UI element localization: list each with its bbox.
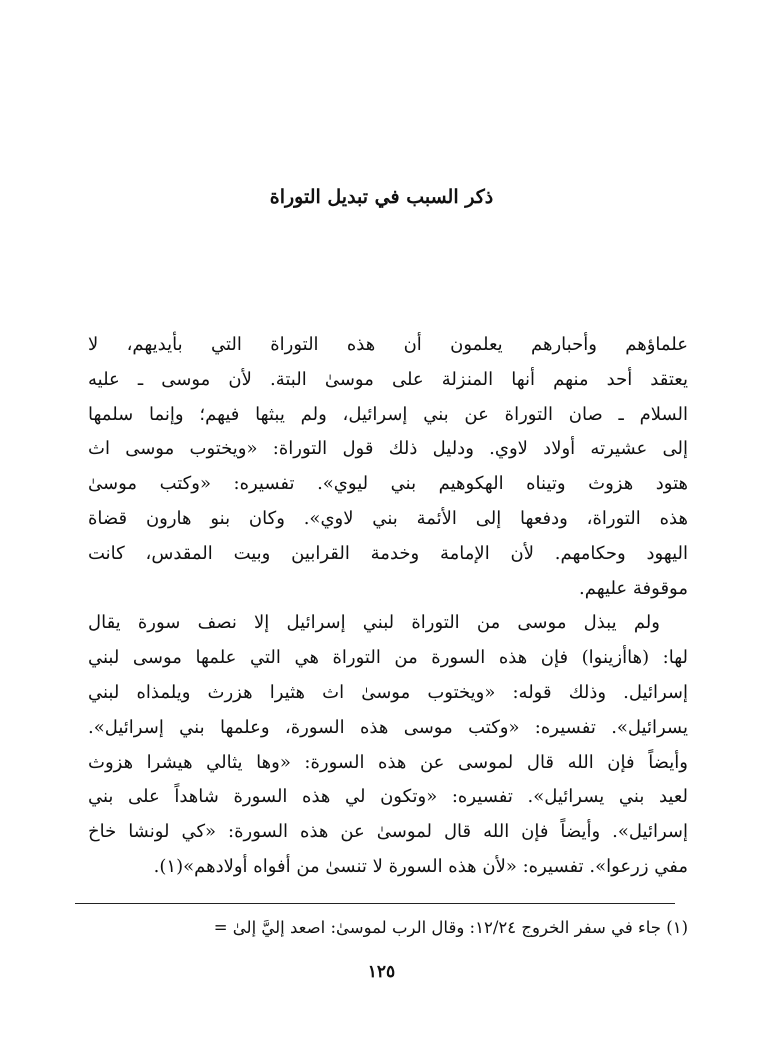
text-line: إسرائيل. وذلك قوله: «ويختوب موسىٰ اث هثيرا هزرث ويلمذاه لبني (88, 681, 688, 703)
text-line: هذه التوراة، ودفعها إلى الأئمة بني لاوي». وكان بنو هارون قضاة (88, 507, 688, 529)
chapter-title: ذكر السبب في تبديل التوراة (269, 186, 494, 208)
body-text (88, 328, 688, 885)
text-line: لها: (هاأزينوا) فإن هذه السورة من التوراة هي التي علمها موسى لبني (88, 647, 688, 669)
text-line: موقوفة عليهم. (579, 577, 688, 599)
text-line: يعتقد أحد منهم أنها المنزلة على موسىٰ البتة. لأن موسى ـ عليه (88, 368, 688, 390)
paragraph-1 (88, 328, 688, 606)
text-line: مفي زرعوا». تفسيره: «لأن هذه السورة لا تنسىٰ من أفواه أولادهم»(١). (153, 855, 688, 877)
text-line: لعيد بني يسرائيل». تفسيره: «وتكون لي هذه السورة شاهداً على بني (88, 786, 688, 808)
page-number: ١٢٥ (367, 962, 396, 982)
paragraph-2 (88, 606, 688, 884)
text-line: إسرائيل». وأيضاً فإن الله قال لموسىٰ عن هذه السورة: «كي لونشا خاخ (88, 821, 688, 843)
text-line: السلام ـ صان التوراة عن بني إسرائيل، ولم يبثها فيهم؛ وإنما سلمها (88, 403, 688, 425)
text-line: هتود هزوث وتيناه الهكوهيم بني ليوي». تفسيره: «وكتب موسىٰ (88, 473, 688, 495)
footnote-divider (75, 903, 675, 904)
text-line: إلى عشيرته أولاد لاوي. ودليل ذلك قول التوراة: «ويختوب موسى اث (88, 438, 688, 460)
text-line: علماؤهم وأحبارهم يعلمون أن هذه التوراة التي بأيديهم، لا (88, 334, 688, 355)
text-line: اليهود وحكامهم. لأن الإمامة وخدمة القرابين وبيت المقدس، كانت (88, 542, 688, 564)
footnote: (١) جاء في سفر الخروج ١٢/٢٤: وقال الرب لموسىٰ: اصعد إليَّ إلىٰ = (213, 918, 688, 937)
text-line: وأيضاً فإن الله قال لموسى عن هذه السورة: «وها يثالي هيشرا هزوث (88, 751, 688, 773)
text-line: يسرائيل». تفسيره: «وكتب موسى هذه السورة، وعلمها بني إسرائيل». (88, 716, 688, 738)
text-line: ولم يبذل موسى من التوراة لبني إسرائيل إلا نصف سورة يقال (88, 612, 660, 634)
